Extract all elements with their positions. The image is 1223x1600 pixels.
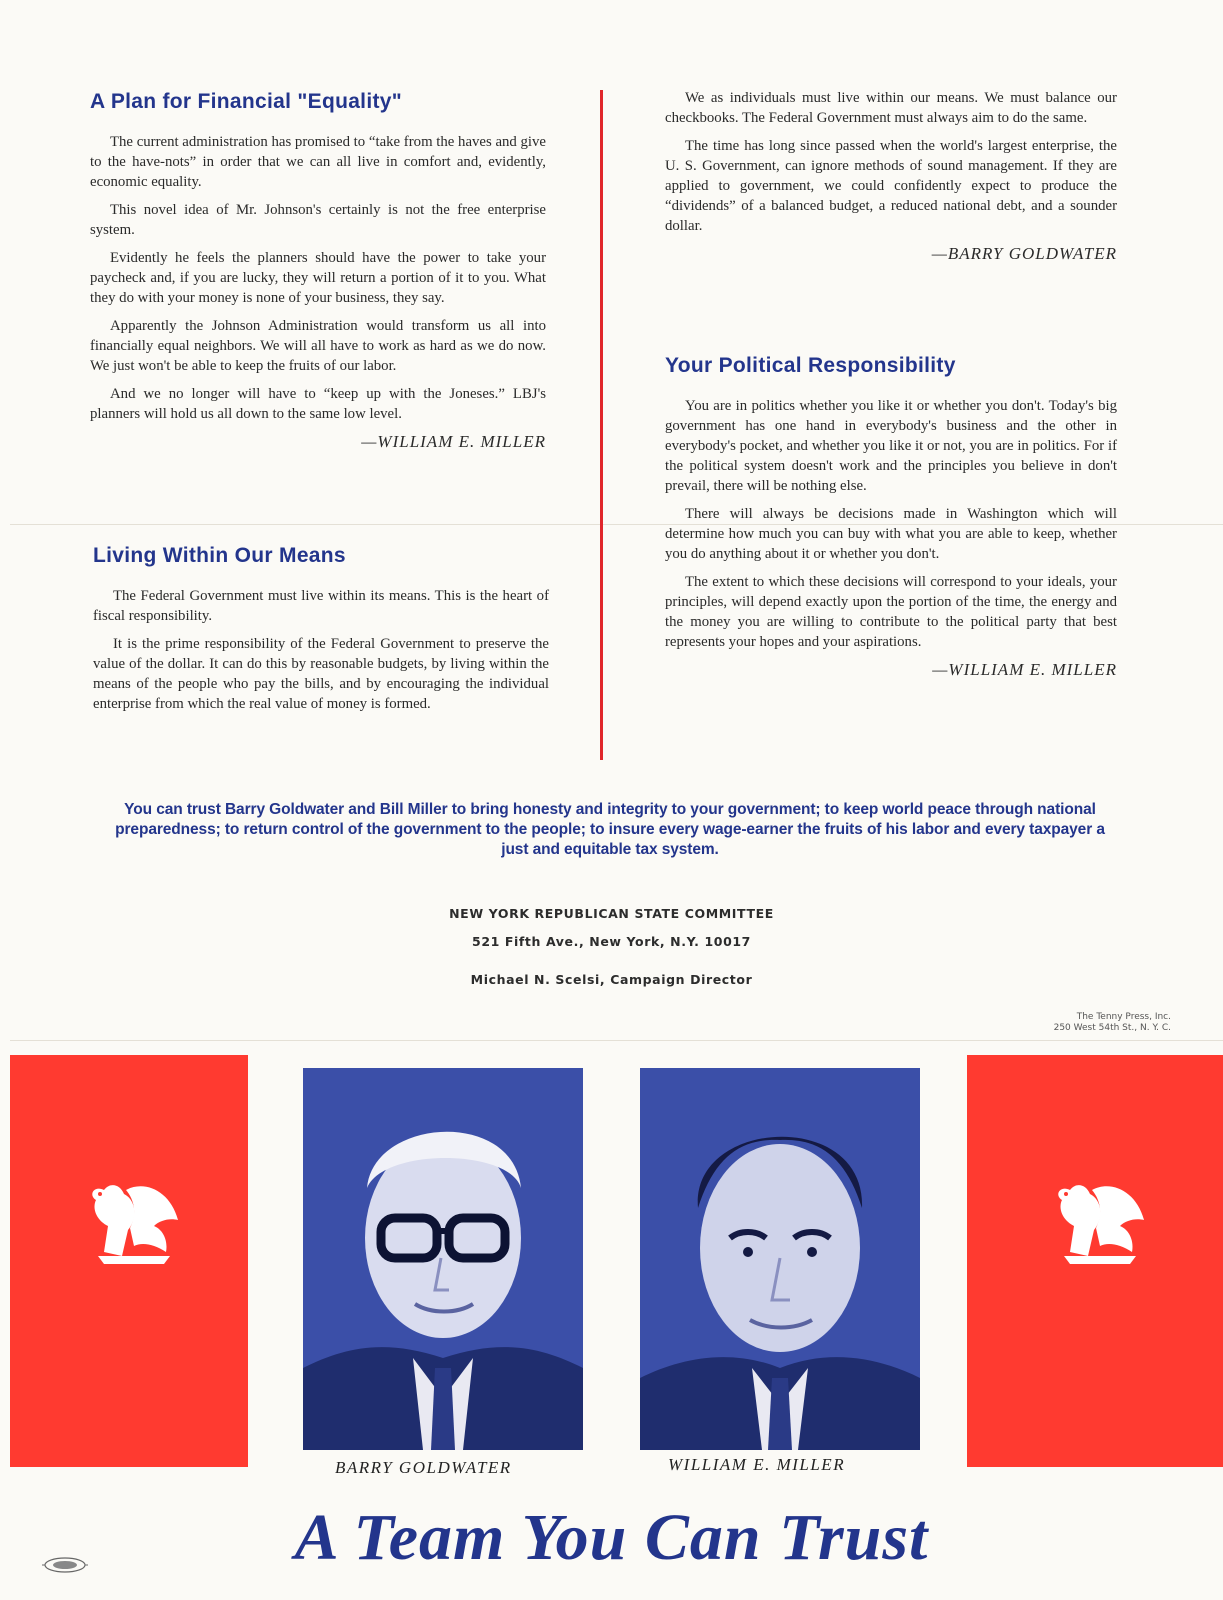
column-divider [600, 90, 603, 760]
portrait-miller [640, 1068, 920, 1450]
paragraph: It is the prime responsibility of the Federal Government to preserve the value of the dollar. It can do this by reasonable budgets, by living within the means of the people who pay the bills, and by encouraging the individual enterprise from which the real value of money is formed. [93, 636, 549, 712]
paragraph: This novel idea of Mr. Johnson's certainly is not the free enterprise system. [90, 202, 546, 238]
paragraph: And we no longer will have to “keep up with the Joneses.” LBJ's planners will hold us all down to the same low level. [90, 386, 546, 422]
section-heading: Living Within Our Means [93, 544, 346, 567]
paragraph: There will always be decisions made in Washington which will determine how much you can buy with what you are able to keep, whether you do anything about it or whether you don't. [665, 506, 1117, 562]
printer-address: 250 West 54th St., N. Y. C. [1053, 1023, 1171, 1033]
committee-address: 521 Fifth Ave., New York, N.Y. 10017 [472, 934, 751, 949]
paragraph: The extent to which these decisions will correspond to your ideals, your principles, will depend exactly upon the portion of the time, the energy and the money you are willing to contribute to the political party that best represents your hopes and your aspirations. [665, 574, 1117, 650]
campaign-summary: You can trust Barry Goldwater and Bill Miller to bring honesty and integrity to your government; to keep world peace through national preparedness; to return control of the government to the people; to insure every wage-earner the fruits of his labor and every taxpayer a just and equitable tax system. [115, 801, 1105, 858]
campaign-director: Michael N. Scelsi, Campaign Director [470, 972, 753, 987]
eagle-icon [1040, 1160, 1150, 1280]
section-political-responsibility [665, 356, 1117, 680]
section-right-top [665, 88, 1117, 264]
section-heading: Your Political Responsibility [665, 354, 956, 377]
paragraph: Evidently he feels the planners should have the power to take your paycheck and, if you are lucky, they will return a portion of it to you. What they do with your money is none of your business, they say. [90, 250, 546, 306]
red-panel-right [967, 1055, 1223, 1467]
paragraph: The Federal Government must live within its means. This is the heart of fiscal responsibility. [93, 588, 549, 624]
union-bug-icon [42, 1556, 88, 1574]
printer-name: The Tenny Press, Inc. [1076, 1012, 1171, 1022]
portrait-goldwater [303, 1068, 583, 1450]
paragraph: The time has long since passed when the world's largest enterprise, the U. S. Government, can ignore methods of sound management. If they are applied to government, we could confidently expect to produce the “dividends” of a balanced budget, a reduced national debt, and a sounder dollar. [665, 138, 1117, 234]
section-financial-equality [90, 92, 546, 452]
portrait-miller-image [640, 1068, 920, 1450]
eagle-icon [74, 1160, 184, 1280]
paragraph: The current administration has promised to “take from the haves and give to the have-nots” in order that we can all live in comfort and, evidently, economic equality. [90, 134, 546, 190]
printer-credit [1054, 1012, 1171, 1034]
paragraph: Apparently the Johnson Administration would transform us all into financially equal neighbors. We will all have to work as hard as we do now. We just won't be able to keep the fruits of our labor. [90, 318, 546, 374]
caption-miller: WILLIAM E. MILLER [668, 1455, 846, 1474]
caption-goldwater: BARRY GOLDWATER [335, 1458, 512, 1477]
signature: —WILLIAM E. MILLER [932, 660, 1117, 679]
tagline: A Team You Can Trust [294, 1501, 929, 1574]
section-heading: A Plan for Financial "Equality" [90, 90, 402, 113]
fold-line [10, 1040, 1223, 1041]
committee-name: NEW YORK REPUBLICAN STATE COMMITTEE [449, 906, 774, 921]
signature: —BARRY GOLDWATER [931, 244, 1117, 263]
signature: —WILLIAM E. MILLER [361, 432, 546, 451]
portrait-goldwater-image [303, 1068, 583, 1450]
section-living-within-means [93, 546, 549, 722]
red-panel-left [10, 1055, 248, 1467]
paragraph: We as individuals must live within our means. We must balance our checkbooks. The Federal Government must always aim to do the same. [665, 90, 1117, 126]
paragraph: You are in politics whether you like it or whether you don't. Today's big government has one hand in everybody's business and the other in everybody's pocket, and whether you like it or not, you are in politics. For if the political system doesn't work and the principles you believe in don't prevail, there will be nothing else. [665, 398, 1117, 494]
